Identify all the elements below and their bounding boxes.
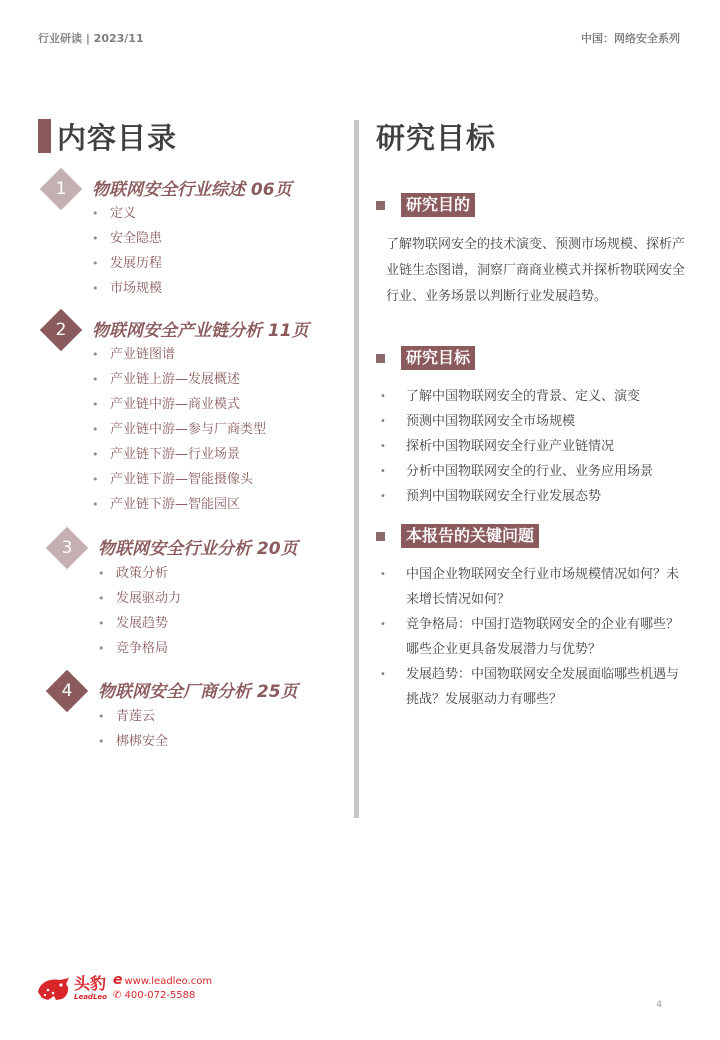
leopard-logo-icon [36, 972, 72, 1004]
list-item[interactable]: • 发展历程 [92, 251, 162, 276]
section-number: 1 [55, 179, 67, 199]
bullet-icon: • [92, 257, 99, 270]
phone-number: 400-072-5588 [124, 990, 196, 1001]
section-items [98, 561, 181, 661]
bullet-icon: • [92, 423, 99, 436]
section-number: 3 [61, 538, 73, 558]
list-item[interactable]: • 安全隐患 [92, 226, 162, 251]
column-divider [354, 120, 359, 818]
list-item: • 预判中国物联网安全行业发展态势 [380, 484, 653, 509]
section-items [92, 201, 162, 301]
list-item: • 中国企业物联网安全行业市场规模情况如何？未来增长情况如何？ [380, 562, 684, 612]
bullet-icon: • [380, 466, 386, 477]
research-title: 研究目标 [376, 121, 497, 155]
list-item: • 预测中国物联网安全市场规模 [380, 409, 653, 434]
section-number: 4 [61, 681, 73, 701]
purpose-text: 了解物联网安全的技术演变、预测市场规模、探析产业链生态图谱，洞察厂商商业模式并探析物联网安全行业、业务场景以判断行业发展趋势。 [386, 237, 686, 304]
list-item[interactable]: • 竞争格局 [98, 636, 181, 661]
web-icon: e [112, 972, 123, 988]
goals-label: 研究目标 [401, 346, 475, 370]
logo-en: LeadLeo [74, 992, 107, 1001]
section-title[interactable]: 物联网安全厂商分析 25页 [98, 682, 298, 702]
goals-list [380, 384, 653, 509]
questions-heading [376, 524, 539, 548]
list-item[interactable]: • 产业链图谱 [92, 342, 266, 367]
bullet-icon: • [98, 567, 105, 580]
bullet-icon: • [92, 448, 99, 461]
bullet-icon: • [380, 491, 386, 502]
toc-heading-bar [38, 119, 51, 153]
section-title[interactable]: 物联网安全行业分析 20页 [98, 539, 298, 559]
section-items [98, 704, 168, 754]
contact-info [113, 973, 212, 1003]
list-item[interactable]: • 梆梆安全 [98, 729, 168, 754]
square-bullet-icon [376, 201, 385, 210]
toc-heading [38, 118, 177, 154]
section-title[interactable]: 物联网安全产业链分析 11页 [92, 321, 309, 341]
footer-brand [36, 972, 212, 1004]
header-right: 中国：网络安全系列 [581, 32, 680, 45]
list-item: • 分析中国物联网安全的行业、业务应用场景 [380, 459, 653, 484]
list-item[interactable]: • 产业链下游—行业场景 [92, 442, 266, 467]
bullet-icon: • [380, 619, 386, 630]
bullet-icon: • [98, 592, 105, 605]
bullet-icon: • [92, 348, 99, 361]
bullet-icon: • [92, 232, 99, 245]
list-item[interactable]: • 定义 [92, 201, 162, 226]
section-title[interactable]: 物联网安全行业综述 06页 [92, 180, 292, 200]
list-item: • 发展趋势：中国物联网安全发展面临哪些机遇与挑战？发展驱动力有哪些？ [380, 662, 684, 712]
bullet-icon: • [380, 416, 386, 427]
questions-list [380, 562, 684, 712]
bullet-icon: • [98, 735, 105, 748]
bullet-icon: • [380, 669, 386, 680]
bullet-icon: • [92, 473, 99, 486]
list-item[interactable]: • 产业链中游—商业模式 [92, 392, 266, 417]
list-item[interactable]: • 发展趋势 [98, 611, 181, 636]
page-number: 4 [656, 1000, 662, 1010]
purpose-heading [376, 193, 475, 217]
section-items [92, 342, 266, 517]
list-item: • 了解中国物联网安全的背景、定义、演变 [380, 384, 653, 409]
square-bullet-icon [376, 532, 385, 541]
bullet-icon: • [92, 282, 99, 295]
questions-label: 本报告的关键问题 [401, 524, 539, 548]
list-item[interactable]: • 产业链下游—智能摄像头 [92, 467, 266, 492]
list-item[interactable]: • 青莲云 [98, 704, 168, 729]
list-item[interactable]: • 产业链下游—智能园区 [92, 492, 266, 517]
square-bullet-icon [376, 354, 385, 363]
purpose-label: 研究目的 [401, 193, 475, 217]
logo-cn: 头豹 [74, 973, 107, 993]
bullet-icon: • [380, 441, 386, 452]
list-item[interactable]: • 产业链中游—参与厂商类型 [92, 417, 266, 442]
list-item[interactable]: • 政策分析 [98, 561, 181, 586]
goals-heading [376, 346, 475, 370]
list-item: • 竞争格局：中国打造物联网安全的企业有哪些？哪些企业更具备发展潜力与优势？ [380, 612, 684, 662]
bullet-icon: • [380, 391, 386, 402]
bullet-icon: • [98, 617, 105, 630]
website-link[interactable]: www.leadleo.com [124, 976, 213, 987]
list-item[interactable]: • 发展驱动力 [98, 586, 181, 611]
bullet-icon: • [380, 569, 386, 580]
logo-text [74, 975, 107, 1002]
toc-title: 内容目录 [57, 120, 178, 155]
bullet-icon: • [98, 642, 105, 655]
bullet-icon: • [92, 498, 99, 511]
phone-icon: ✆ [112, 990, 125, 1001]
list-item: • 探析中国物联网安全行业产业链情况 [380, 434, 653, 459]
list-item[interactable]: • 市场规模 [92, 276, 162, 301]
section-number: 2 [55, 320, 67, 340]
bullet-icon: • [92, 207, 99, 220]
bullet-icon: • [98, 710, 105, 723]
list-item[interactable]: • 产业链上游—发展概述 [92, 367, 266, 392]
bullet-icon: • [92, 373, 99, 386]
bullet-icon: • [92, 398, 99, 411]
header-left: 行业研读 | 2023/11 [38, 32, 144, 45]
